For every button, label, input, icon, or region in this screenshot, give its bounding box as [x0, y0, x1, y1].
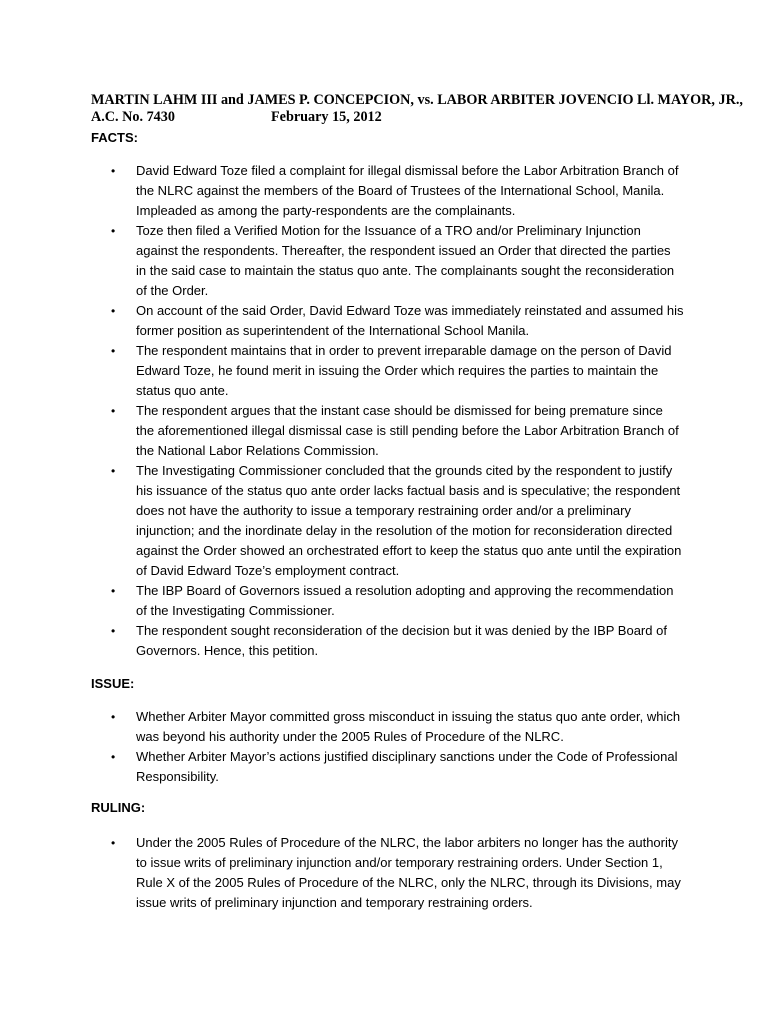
- case-number: A.C. No. 7430: [91, 109, 175, 125]
- bullet-icon: •: [111, 836, 116, 850]
- list-item: [0, 161, 684, 221]
- list-item: [0, 707, 684, 747]
- facts-heading: FACTS:: [91, 130, 138, 145]
- ruling-heading: RULING:: [91, 800, 146, 815]
- fact-text: David Edward Toze filed a complaint for illegal dismissal before the Labor Arbitration Branch of the NLRC against the members of the Board of Trustees of the International School, Manila. Impleaded as among the party-respondents are the complainants.: [136, 163, 679, 218]
- bullet-icon: •: [111, 710, 116, 724]
- fact-text: The respondent maintains that in order to prevent irreparable damage on the person of David Edward Toze, he found merit in issuing the Order which requires the parties to maintain the status quo ante.: [136, 343, 672, 398]
- fact-text: The respondent argues that the instant case should be dismissed for being premature since the aforementioned illegal dismissal case is still pending before the Labor Arbitration Branch of the National Labor Relations Commission.: [136, 403, 679, 458]
- bullet-icon: •: [111, 344, 116, 358]
- issue-text: Whether Arbiter Mayor’s actions justified disciplinary sanctions under the Code of Professional Responsibility.: [136, 749, 678, 784]
- list-item: [0, 461, 684, 581]
- list-item: [0, 581, 684, 621]
- issue-list: [0, 707, 684, 787]
- ruling-list: [0, 833, 684, 913]
- bullet-icon: •: [111, 584, 116, 598]
- case-number-line: [91, 109, 382, 126]
- case-parties-text: MARTIN LAHM III and JAMES P. CONCEPCION, vs. LABOR ARBITER JOVENCIO Ll. MAYOR, JR.,: [91, 92, 743, 108]
- fact-text: The respondent sought reconsideration of the decision but it was denied by the IBP Board of Governors. Hence, this petition.: [136, 623, 667, 658]
- issue-heading: ISSUE:: [91, 676, 135, 691]
- list-item: [0, 341, 684, 401]
- bullet-icon: •: [111, 224, 116, 238]
- list-item: [0, 833, 684, 913]
- list-item: [0, 301, 684, 341]
- issue-text: Whether Arbiter Mayor committed gross misconduct in issuing the status quo ante order, which was beyond his authority under the 2005 Rules of Procedure of the NLRC.: [136, 709, 681, 744]
- fact-text: The IBP Board of Governors issued a resolution adopting and approving the recommendation of the Investigating Commissioner.: [136, 583, 674, 618]
- list-item: [0, 747, 684, 787]
- fact-text: On account of the said Order, David Edward Toze was immediately reinstated and assumed his former position as superintendent of the International School Manila.: [136, 303, 684, 338]
- bullet-icon: •: [111, 304, 116, 318]
- bullet-icon: •: [111, 464, 116, 478]
- ruling-text: Under the 2005 Rules of Procedure of the NLRC, the labor arbiters no longer has the authority to issue writs of preliminary injunction and/or temporary restraining orders. Under Section 1, Rule X of the 2005 Rules of Procedure of the NLRC, only the NLRC, through its Divisions, may issue writs of preliminary injunction and temporary restraining orders.: [136, 835, 681, 910]
- bullet-icon: •: [111, 624, 116, 638]
- list-item: [0, 221, 684, 301]
- case-parties-title: [91, 92, 743, 109]
- facts-list: [0, 161, 684, 661]
- fact-text: Toze then filed a Verified Motion for the Issuance of a TRO and/or Preliminary Injunction against the respondents. Thereafter, the respondent issued an Order that directed the parties in the said case to maintain the status quo ante. The complainants sought the reconsideration of the Order.: [136, 223, 675, 298]
- bullet-icon: •: [111, 750, 116, 764]
- bullet-icon: •: [111, 404, 116, 418]
- bullet-icon: •: [111, 164, 116, 178]
- case-date: February 15, 2012: [271, 109, 382, 125]
- fact-text: The Investigating Commissioner concluded that the grounds cited by the respondent to justify his issuance of the status quo ante order lacks factual basis and is speculative; the respondent does not have the authority to issue a temporary restraining order and/or a preliminary injunction; and the inordinate delay in the resolution of the motion for reconsideration directed against the Order showed an orchestrated effort to keep the status quo ante until the expiration of David Edward Toze’s employment contract.: [136, 463, 682, 578]
- list-item: [0, 621, 684, 661]
- list-item: [0, 401, 684, 461]
